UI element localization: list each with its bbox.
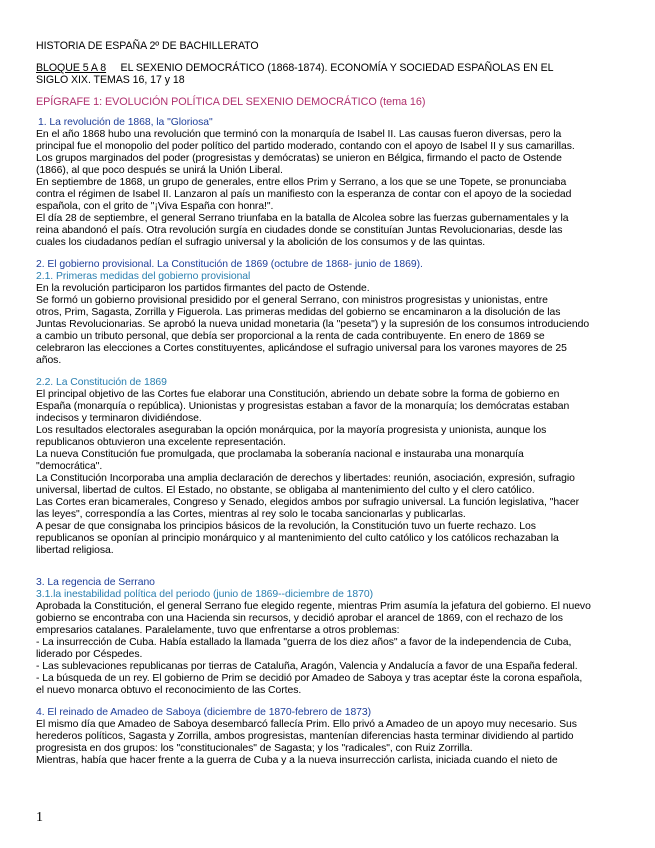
section-3-line: el nuevo monarca obtuvo el reconocimiento de las Cortes. bbox=[36, 685, 302, 696]
section-4-line: herederos políticos, Sagasta y Zorrilla, ambos progresistas, mantenían diferencias hasta terminar dividiendo al partido bbox=[36, 731, 574, 742]
section-2-title: 2. El gobierno provisional. La Constitución de 1869 (octubre de 1868- junio de 1869). bbox=[36, 259, 423, 270]
section-2-2-line: La Constitución Incorporaba una amplia declaración de derechos y libertades: reunión, asociación, expresión, sufragio bbox=[36, 473, 575, 484]
section-4-title: 4. El reinado de Amadeo de Saboya (diciembre de 1870-febrero de 1873) bbox=[36, 707, 372, 718]
section-3-line: - La insurrección de Cuba. Había estallado la llamada "guerra de los diez años" a favor de la independencia de Cuba, bbox=[36, 637, 572, 648]
section-2-2-title: 2.2. La Constitución de 1869 bbox=[36, 377, 167, 388]
section-1-line: reina abandonó el país. Otra revolución surgía en ciudades donde se constituían Juntas Revolucionarias, desde las bbox=[36, 225, 563, 236]
section-3-line: Aprobada la Constitución, el general Serrano fue elegido regente, mientras Prim asumía la jefatura del gobierno. El nuevo bbox=[36, 601, 591, 612]
section-2-2-line: universal, libertad de cultos. El Estado, no obstante, se obligaba al mantenimiento del culto y el clero católico. bbox=[36, 485, 535, 496]
section-4-line: El mismo día que Amadeo de Saboya desembarcó fallecía Prim. Ello privó a Amadeo de un apoyo muy necesario. Sus bbox=[36, 719, 577, 730]
section-3-line: liderado por Céspedes. bbox=[36, 649, 143, 660]
section-1-line: El día 28 de septiembre, el general Serrano triunfaba en la batalla de Alcolea sobre las fuerzas gubernamentales y la bbox=[36, 213, 569, 224]
section-1-line: española, con el grito de "¡Viva España con honra!". bbox=[36, 201, 274, 212]
section-3-line: empresarios catalanes. Paralelamente, tuvo que enfrentarse a otros problemas: bbox=[36, 625, 400, 636]
section-2-2-line: indecisos y terminaron dividiéndose. bbox=[36, 413, 202, 424]
section-1-title: 1. La revolución de 1868, la "Gloriosa" bbox=[38, 117, 213, 128]
section-2-2-line: La nueva Constitución fue promulgada, que proclamaba la soberanía nacional e instauraba una monarquía bbox=[36, 449, 524, 460]
section-1-line: Los grupos marginados del poder (progresistas y demócratas) se unieron en Bélgica, firmando el pacto de Ostende bbox=[36, 153, 562, 164]
section-2-2-line: las leyes", correspondía a las Cortes, mientras al rey solo le tocaba sancionarlas y publicarlas. bbox=[36, 509, 466, 520]
bloque-label: BLOQUE 5 A 8 bbox=[36, 62, 107, 74]
section-4-line: progresista en dos grupos: los "constitucionales" de Sagasta; y los "radicales", con Ruiz Zorrilla. bbox=[36, 743, 473, 754]
section-2-2-line: El principal objetivo de las Cortes fue elaborar una Constitución, abriendo un debate sobre la forma de gobierno en bbox=[36, 389, 560, 400]
section-2-2-line: libertad religiosa. bbox=[36, 545, 114, 556]
section-1-line: contra el régimen de Isabel II. Lanzaron al país un manifiesto con la esperanza de contar con el apoyo de la sociedad bbox=[36, 189, 572, 200]
section-2-2-line: España (monarquía o república). Unionistas y progresistas estaban a favor de la monarquía; los demócratas estaban bbox=[36, 401, 570, 412]
section-2-1-line: celebraron las elecciones a Cortes constituyentes, aplicándose el sufragio universal para los varones mayores de 25 bbox=[36, 343, 567, 354]
bloque-text: EL SEXENIO DEMOCRÁTICO (1868-1874). ECONOMÍA Y SOCIEDAD ESPAÑOLAS EN EL bbox=[120, 62, 554, 74]
document-title: HISTORIA DE ESPAÑA 2º DE BACHILLERATO bbox=[36, 40, 259, 52]
section-1-line: En el año 1868 hubo una revolución que terminó con la monarquía de Isabel II. Las causas fueron diversas, pero la bbox=[36, 129, 562, 140]
section-2-1-line: a cambio un tributo personal, que debía ser proporcional a la renta de cada contribuyente. En enero de 1869 se bbox=[36, 331, 545, 342]
section-2-2-line: Los resultados electorales aseguraban la opción monárquica, por la mayoría progresista y unionista, aunque los bbox=[36, 425, 547, 436]
section-2-1-line: años. bbox=[36, 355, 62, 366]
section-3-title: 3. La regencia de Serrano bbox=[36, 577, 155, 588]
bloque-line bbox=[36, 62, 553, 74]
epigrafe-heading: EPÍGRAFE 1: EVOLUCIÓN POLÍTICA DEL SEXENIO DEMOCRÁTICO (tema 16) bbox=[36, 96, 426, 108]
section-1-line: En septiembre de 1868, un grupo de generales, entre ellos Prim y Serrano, a los que se une Topete, se pronunciaba bbox=[36, 177, 567, 188]
section-1-line: cuales los ciudadanos pedían el sufragio universal y la abolición de los consumos y de las quintas. bbox=[36, 237, 486, 248]
section-2-1-line: Juntas Revolucionarias. Se aprobó la nueva unidad monetaria (la "peseta") y la supresión de los consumos introduciendo bbox=[36, 319, 590, 330]
section-2-1-line: Se formó un gobierno provisional presidido por el general Serrano, con ministros progresistas y unionistas, entre bbox=[36, 295, 548, 306]
section-2-2-line: "democrática". bbox=[36, 461, 103, 472]
section-2-2-line: republicanos se oponían al principio monárquico y al mantenimiento del culto católico y los católicos rechazaban la bbox=[36, 533, 559, 544]
section-3-line: - La búsqueda de un rey. El gobierno de Prim se decidió por Amadeo de Saboya y tras aceptar éste la corona española, bbox=[36, 673, 583, 684]
section-4-line: Mientras, había que hacer frente a la guerra de Cuba y a la nueva insurrección carlista, iniciada cuando el nieto de bbox=[36, 755, 558, 766]
section-3-line: gobierno se encontraba con una Hacienda sin recursos, y decidió aprobar el arancel de 1869, con el rechazo de los bbox=[36, 613, 563, 624]
section-2-2-line: A pesar de que consignaba los principios básicos de la revolución, la Constitución tuvo un fuerte rechazo. Los bbox=[36, 521, 536, 532]
section-2-1-title: 2.1. Primeras medidas del gobierno provisional bbox=[36, 271, 251, 282]
section-2-1-line: otros, Prim, Sagasta, Zorrilla y Figuerola. Las primeras medidas del gobierno se encaminaron a la disolución de las bbox=[36, 307, 561, 318]
section-1-line: (1866), al que poco después se unirá la Unión Liberal. bbox=[36, 165, 283, 176]
section-2-1-line: En la revolución participaron los partidos firmantes del pacto de Ostende. bbox=[36, 283, 370, 294]
page-number: 1 bbox=[36, 810, 43, 825]
section-2-2-line: Las Cortes eran bicamerales, Congreso y Senado, elegidos ambos por sufragio universal. La función legislativa, "hacer bbox=[36, 497, 580, 508]
section-3-line: - Las sublevaciones republicanas por tierras de Cataluña, Aragón, Valencia y Andalucía a favor de una España federal. bbox=[36, 661, 578, 672]
section-2-2-line: republicanos obtuvieron una excelente representación. bbox=[36, 437, 286, 448]
bloque-text-2: SIGLO XIX. TEMAS 16, 17 y 18 bbox=[36, 74, 185, 86]
section-3-1-title: 3.1.la inestabilidad política del periodo (junio de 1869--diciembre de 1870) bbox=[36, 589, 374, 600]
section-1-line: principal fue el monopolio del poder político del partido moderado, contando con el apoyo de Isabel II y sus camarillas. bbox=[36, 141, 575, 152]
